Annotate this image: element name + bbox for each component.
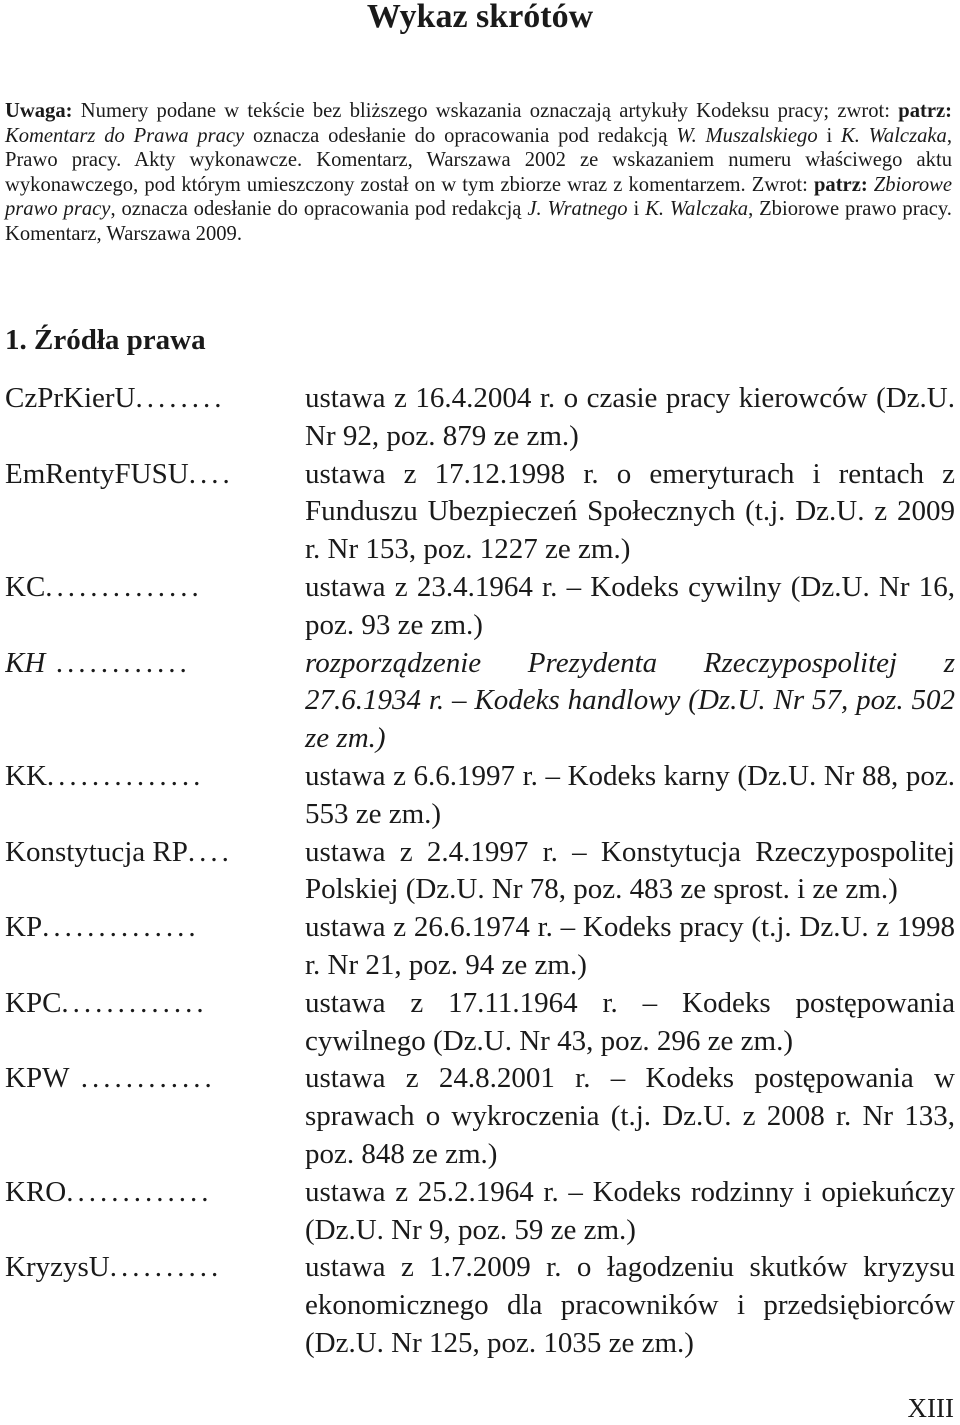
- abbreviation-description: ustawa z 23.4.1964 r. – Kodeks cywilny (Dz.U. Nr 16, poz. 93 ze zm.): [305, 570, 955, 641]
- page-number: XIII: [907, 1393, 954, 1423]
- abbreviation-term: [5, 1174, 305, 1250]
- abbreviation-term: [5, 909, 305, 985]
- abbreviation: KK: [5, 759, 47, 792]
- note-text: i: [817, 124, 841, 147]
- abbreviation-entry: [5, 1174, 955, 1250]
- abbreviation-description: rozporządzenie Prezydenta Rzeczypospolitej z 27.6.1934 r. – Kodeks handlowy (Dz.U. Nr 57, poz. 502 ze zm.): [305, 646, 955, 755]
- note-patrz-label: patrz:: [813, 173, 868, 196]
- note-text: , oznacza odesłanie do opracowania pod redakcją: [110, 198, 528, 221]
- abbreviation-entry: [5, 380, 955, 456]
- abbreviation-entry: [5, 909, 955, 985]
- abbreviation-description: ustawa z 25.2.1964 r. – Kodeks rodzinny i opiekuńczy (Dz.U. Nr 9, poz. 59 ze zm.): [305, 1175, 955, 1246]
- note-text: i: [627, 198, 646, 221]
- note-text: , Prawo pracy. Akty wykonawcze. Komentarz, Warszawa 2002 ze wskazaniem numeru właściwego aktu wykonawczego, pod którym umieszczony został on w tym zbiorze wraz z komentarzem. Zwrot:: [5, 124, 952, 196]
- leader-dots: ..............: [45, 570, 203, 603]
- abbreviation-entry: [5, 1060, 955, 1173]
- note-title: Komentarz do Prawa pracy: [5, 124, 245, 147]
- leader-dots: .............: [61, 986, 208, 1019]
- leader-dots: .............: [66, 1175, 213, 1208]
- abbreviation: KPC: [5, 986, 62, 1019]
- note-author: K. Walczaka: [645, 198, 749, 221]
- abbreviation-term: [5, 834, 305, 910]
- note-author: K. Walczaka: [840, 124, 947, 147]
- leader-dots: ............: [69, 1062, 216, 1095]
- leader-dots: ..............: [46, 759, 205, 792]
- abbreviation-description: ustawa z 17.12.1998 r. o emeryturach i rentach z Funduszu Ubezpieczeń Społecznych (t.j. Dz.U. z 2009 r. Nr 153, poz. 1227 ze zm.): [305, 457, 955, 566]
- abbreviation: EmRentyFUSU: [5, 457, 189, 490]
- leader-dots: ....: [187, 835, 233, 868]
- leader-dots: ....: [188, 457, 234, 490]
- note-author: W. Muszalskiego: [676, 124, 818, 147]
- abbreviation-term: [5, 758, 305, 834]
- abbreviation-term: [5, 569, 305, 645]
- abbreviation-term: [5, 1060, 305, 1173]
- abbreviation-entry: [5, 1249, 955, 1362]
- abbreviation: KH: [5, 646, 46, 679]
- abbreviation-description: ustawa z 24.8.2001 r. – Kodeks postępowania w sprawach o wykroczenia (t.j. Dz.U. z 2008 r. Nr 133, poz. 848 ze zm.): [305, 1062, 955, 1170]
- usage-note: [5, 99, 952, 247]
- abbreviation-description: ustawa z 2.4.1997 r. – Konstytucja Rzeczypospolitej Polskiej (Dz.U. Nr 78, poz. 483 ze sprost. i ze zm.): [305, 835, 955, 906]
- note-text: oznacza odesłanie do opracowania pod redakcją: [244, 124, 677, 147]
- section-heading: 1. Źródła prawa: [5, 324, 206, 356]
- abbreviation-description: ustawa z 16.4.2004 r. o czasie pracy kierowców (Dz.U. Nr 92, poz. 879 ze zm.): [305, 382, 955, 452]
- abbreviation-entry: [5, 985, 955, 1061]
- leader-dots: ............: [45, 646, 192, 679]
- abbreviation-description: ustawa z 17.11.1964 r. – Kodeks postępowania cywilnego (Dz.U. Nr 43, poz. 296 ze zm.): [305, 986, 955, 1057]
- abbreviation-description: ustawa z 1.7.2009 r. o łagodzeniu skutków kryzysu ekonomicznego dla pracowników i przedsiębiorców (Dz.U. Nr 125, poz. 1035 ze zm.): [305, 1251, 955, 1359]
- abbreviation-entry: [5, 758, 955, 834]
- note-text: , Zbiorowe prawo pracy. Komentarz, Warszawa 2009.: [5, 198, 952, 245]
- note-label: Uwaga:: [5, 100, 73, 122]
- abbreviation-list: [5, 380, 955, 1363]
- abbreviation-term: [5, 645, 305, 758]
- note-text: Numery podane w tekście bez bliższego wskazania oznaczają artykuły Kodeksu pracy; zwrot:: [72, 100, 899, 122]
- abbreviation: KC: [5, 570, 46, 603]
- abbreviation-description: ustawa z 26.6.1974 r. – Kodeks pracy (t.j. Dz.U. z 1998 r. Nr 21, poz. 94 ze zm.): [305, 911, 955, 981]
- abbreviation-entry: [5, 569, 955, 645]
- abbreviation-term: [5, 1249, 305, 1362]
- abbreviation-entry: [5, 834, 955, 910]
- page-title: Wykaz skrótów: [366, 0, 594, 35]
- abbreviation: KryzysU: [5, 1251, 110, 1284]
- abbreviation: KRO: [5, 1175, 67, 1208]
- note-author: J. Wratnego: [527, 198, 628, 221]
- abbreviation-description: ustawa z 6.6.1997 r. – Kodeks karny (Dz.U. Nr 88, poz. 553 ze zm.): [305, 759, 955, 830]
- note-patrz-label: patrz:: [898, 100, 952, 122]
- abbreviation-term: [5, 380, 305, 456]
- note-title: Zbiorowe prawo pracy: [5, 173, 952, 221]
- abbreviation-term: [5, 985, 305, 1061]
- leader-dots: ........: [135, 382, 226, 414]
- abbreviation: KPW: [5, 1062, 70, 1095]
- leader-dots: ..........: [109, 1251, 223, 1284]
- abbreviation: CzPrKierU: [5, 382, 136, 414]
- abbreviation-entry: [5, 645, 955, 758]
- abbreviation-term: [5, 456, 305, 569]
- abbreviation: Konstytucja RP: [5, 835, 188, 868]
- abbreviation-entry: [5, 456, 955, 569]
- abbreviation: KP: [5, 911, 43, 944]
- leader-dots: ..............: [42, 911, 200, 944]
